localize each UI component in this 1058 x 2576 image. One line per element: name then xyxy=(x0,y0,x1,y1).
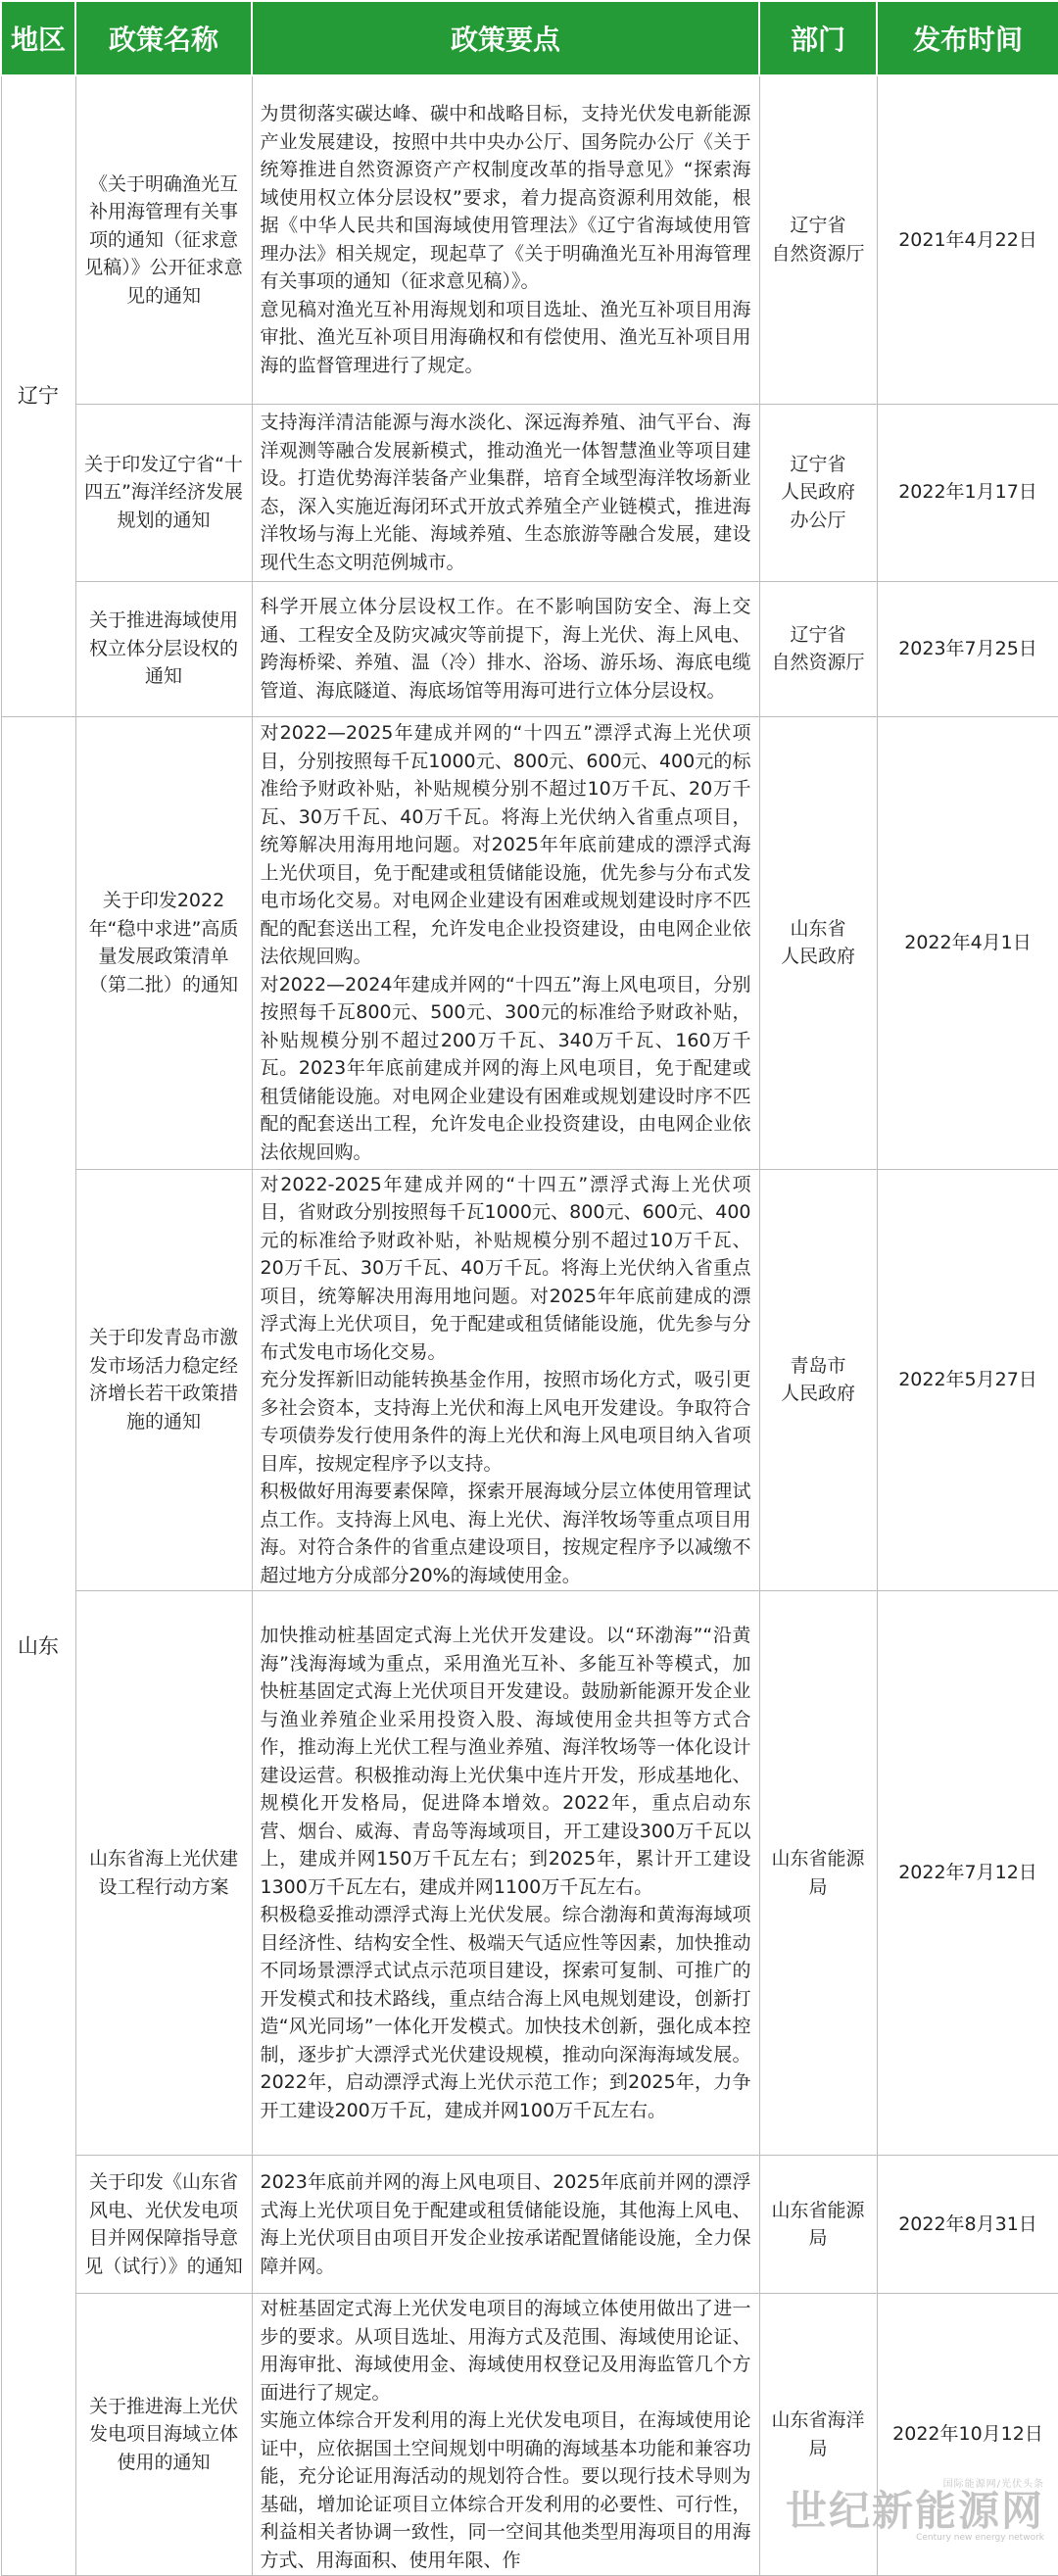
region-cell-shandong: 山东 xyxy=(1,716,75,2576)
publish-date-cell: 2022年4月1日 xyxy=(877,716,1058,1169)
publish-date-cell: 2022年7月12日 xyxy=(877,1591,1058,2156)
policy-point-paragraph: 对2022-2025年建成并网的“十四五”漂浮式海上光伏项目，省财政分别按照每千瓦1000元、800元、600元、400元的标准给予财政补贴，补贴规模分别不超过10万千瓦、20万千瓦、30万千瓦、40万千瓦。将海上光伏纳入省重点项目，统筹解决用海用地问题。对2025年年底前建成的漂浮式海上光伏项目，免于配建或租赁储能设施，优先参与分布式发电市场化交易。 xyxy=(260,1173,751,1363)
publish-date-cell: 2022年1月17日 xyxy=(877,404,1058,581)
department-cell: 山东省海洋局 xyxy=(759,2294,877,2576)
publish-date-cell: 2022年10月12日 xyxy=(877,2294,1058,2576)
policy-name-cell: 关于印发2022年“稳中求进”高质量发展政策清单（第二批）的通知 xyxy=(75,716,252,1169)
watermark-sub-text: Century new energy network xyxy=(916,2533,1044,2543)
policy-point-paragraph: 加快推动桩基固定式海上光伏开发建设。以“环渤海”“沿黄海”浅海海域为重点，采用渔光互补、多能互补等模式，加快桩基固定式海上光伏项目开发建设。鼓励新能源开发企业与渔业养殖企业采用投资入股、海域使用金共担等方式合作，推动海上光伏工程与渔业养殖、海洋牧场等一体化设计建设运营。积极推动海上光伏集中连片开发，形成基地化、规模化开发格局，促进降本增效。2022年，重点启动东营、烟台、威海、青岛等海域项目，开工建设300万千瓦以上，建成并网150万千瓦左右；到2025年，累计开工建设1300万千瓦左右，建成并网1100万千瓦左右。 xyxy=(260,1625,751,1898)
header-publish-date: 发布时间 xyxy=(877,1,1058,75)
policy-name-cell: 山东省海上光伏建设工程行动方案 xyxy=(75,1591,252,2156)
watermark-top-text: 国际能源网/光伏头条 xyxy=(942,2479,1044,2490)
watermark-brand-text: 世纪新能源网 xyxy=(785,2487,1044,2535)
policy-point-paragraph: 积极稳妥推动漂浮式海上光伏发展。综合渤海和黄海海域项目经济性、结构安全性、极端天气适应性等因素，加快推动不同场景漂浮式试点示范项目建设，探索可复制、可推广的开发模式和技术路线，重点结合海上风电规划建设，创新打造“风光同场”一体化开发模式。加快技术创新，强化成本控制，逐步扩大漂浮式光伏建设规模，推动向深海海域发展。2022年，启动漂浮式海上光伏示范工作；到2025年，力争开工建设200万千瓦，建成并网100万千瓦左右。 xyxy=(260,1904,751,2121)
header-region: 地区 xyxy=(1,1,75,75)
policy-point-paragraph: 对桩基固定式海上光伏发电项目的海域立体使用做出了进一步的要求。从项目选址、用海方式及范围、海域使用论证、用海审批、海域使用金、海域使用权登记及用海监管几个方面进行了规定。 xyxy=(260,2298,751,2404)
table-header-row xyxy=(1,1,1058,75)
department-cell: 辽宁省 自然资源厅 xyxy=(759,75,877,404)
department-cell: 青岛市 人民政府 xyxy=(759,1169,877,1591)
policy-point-paragraph: 2023年底前并网的海上风电项目、2025年底前并网的漂浮式海上光伏项目免于配建或租赁储能设施，其他海上风电、海上光伏项目由项目开发企业按承诺配置储能设施，全力保障并网。 xyxy=(260,2171,751,2277)
policy-name-cell: 关于印发青岛市激发市场活力稳定经济增长若干政策措施的通知 xyxy=(75,1169,252,1591)
policy-points-cell xyxy=(252,75,759,404)
policy-points-cell xyxy=(252,581,759,716)
header-department: 部门 xyxy=(759,1,877,75)
table-row xyxy=(1,581,1058,716)
policy-point-paragraph: 对2022—2025年建成并网的“十四五”漂浮式海上光伏项目，分别按照每千瓦1000元、800元、600元、400元的标准给予财政补贴，补贴规模分别不超过10万千瓦、20万千瓦、30万千瓦、40万千瓦。将海上光伏纳入省重点项目，统筹解决用海用地问题。对2025年年底前建成的漂浮式海上光伏项目，免于配建或租赁储能设施，优先参与分布式发电市场化交易。对电网企业建设有困难或规划建设时序不匹配的配套送出工程，允许发电企业投资建设，由电网企业依法依规回购。 xyxy=(260,722,751,967)
policy-points-cell xyxy=(252,404,759,581)
table-row xyxy=(1,2156,1058,2294)
table-row xyxy=(1,1591,1058,2156)
department-cell: 山东省能源局 xyxy=(759,1591,877,2156)
publish-date-cell: 2022年8月31日 xyxy=(877,2156,1058,2294)
policy-points-cell xyxy=(252,716,759,1169)
publish-date-cell: 2022年5月27日 xyxy=(877,1169,1058,1591)
policy-name-cell: 关于印发《山东省风电、光伏发电项目并网保障指导意见（试行）》的通知 xyxy=(75,2156,252,2294)
department-cell: 山东省 人民政府 xyxy=(759,716,877,1169)
region-cell-liaoning: 辽宁 xyxy=(1,75,75,716)
policy-name-cell: 关于推进海域使用权立体分层设权的通知 xyxy=(75,581,252,716)
policy-points-cell xyxy=(252,2294,759,2576)
policy-name-cell: 关于推进海上光伏发电项目海域立体使用的通知 xyxy=(75,2294,252,2576)
policy-point-paragraph: 积极做好用海要素保障，探索开展海域分层立体使用管理试点工作。支持海上风电、海上光伏、海洋牧场等重点项目用海。对符合条件的省重点建设项目，按规定程序予以减缴不超过地方分成部分20%的海域使用金。 xyxy=(260,1481,751,1586)
publish-date-cell: 2021年4月22日 xyxy=(877,75,1058,404)
policy-points-cell xyxy=(252,1169,759,1591)
policy-points-cell xyxy=(252,1591,759,2156)
policy-point-paragraph: 科学开展立体分层设权工作。在不影响国防安全、海上交通、工程安全及防灾减灾等前提下，海上光伏、海上风电、跨海桥梁、养殖、温（冷）排水、浴场、游乐场、海底电缆管道、海底隧道、海底场馆等用海可进行立体分层设权。 xyxy=(260,596,751,702)
policy-point-paragraph: 实施立体综合开发利用的海上光伏发电项目，在海域使用论证中，应依据国土空间规划中明确的海域基本功能和兼容功能，充分论证用海活动的规划符合性。要以现行技术导则为基础，增加论证项目立体综合开发利用的必要性、可行性，利益相关者协调一致性，同一空间其他类型用海项目的用海方式、用海面积、使用年限、作 xyxy=(260,2409,751,2571)
policy-point-paragraph: 意见稿对渔光互补用海规划和项目选址、渔光互补项目用海审批、渔光互补项目用海确权和有偿使用、渔光互补项目用海的监督管理进行了规定。 xyxy=(260,298,751,376)
policy-point-paragraph: 充分发挥新旧动能转换基金作用，按照市场化方式，吸引更多社会资本，支持海上光伏和海上风电开发建设。争取符合专项债券发行使用条件的海上光伏和海上风电项目纳入省项目库，按规定程序予以支持。 xyxy=(260,1369,751,1475)
table-row xyxy=(1,404,1058,581)
table-row xyxy=(1,1169,1058,1591)
publish-date-cell: 2023年7月25日 xyxy=(877,581,1058,716)
department-cell: 辽宁省 自然资源厅 xyxy=(759,581,877,716)
table-row xyxy=(1,2294,1058,2576)
policy-points-cell xyxy=(252,2156,759,2294)
policy-point-paragraph: 为贯彻落实碳达峰、碳中和战略目标，支持光伏发电新能源产业发展建设，按照中共中央办公厅、国务院办公厅《关于统筹推进自然资源资产产权制度改革的指导意见》“探索海域使用权立体分层设权”要求，着力提高资源利用效能，根据《中华人民共和国海域使用管理法》《辽宁省海域使用管理办法》相关规定，现起草了《关于明确渔光互补用海管理有关事项的通知（征求意见稿）》。 xyxy=(260,103,751,293)
table-row xyxy=(1,75,1058,404)
policy-name-cell: 关于印发辽宁省“十四五”海洋经济发展规划的通知 xyxy=(75,404,252,581)
header-policy-points: 政策要点 xyxy=(252,1,759,75)
policy-point-paragraph: 对2022—2024年建成并网的“十四五”海上风电项目，分别按照每千瓦800元、500元、300元的标准给予财政补贴，补贴规模分别不超过200万千瓦、340万千瓦、160万千瓦。2023年年底前建成并网的海上风电项目，免于配建或租赁储能设施。对电网企业建设有困难或规划建设时序不匹配的配套送出工程，允许发电企业投资建设，由电网企业依法依规回购。 xyxy=(260,973,751,1163)
policy-name-cell: 《关于明确渔光互补用海管理有关事项的通知（征求意见稿）》公开征求意见的通知 xyxy=(75,75,252,404)
header-policy-name: 政策名称 xyxy=(75,1,252,75)
policy-point-paragraph: 支持海洋清洁能源与海水淡化、深远海养殖、油气平台、海洋观测等融合发展新模式，推动渔光一体智慧渔业等项目建设。打造优势海洋装备产业集群，培育全域型海洋牧场新业态，深入实施近海闭环式开放式养殖全产业链模式，推进海洋牧场与海上光能、海域养殖、生态旅游等融合发展，建设现代生态文明范例城市。 xyxy=(260,412,751,573)
table-row xyxy=(1,716,1058,1169)
department-cell: 山东省能源局 xyxy=(759,2156,877,2294)
department-cell: 辽宁省 人民政府 办公厅 xyxy=(759,404,877,581)
